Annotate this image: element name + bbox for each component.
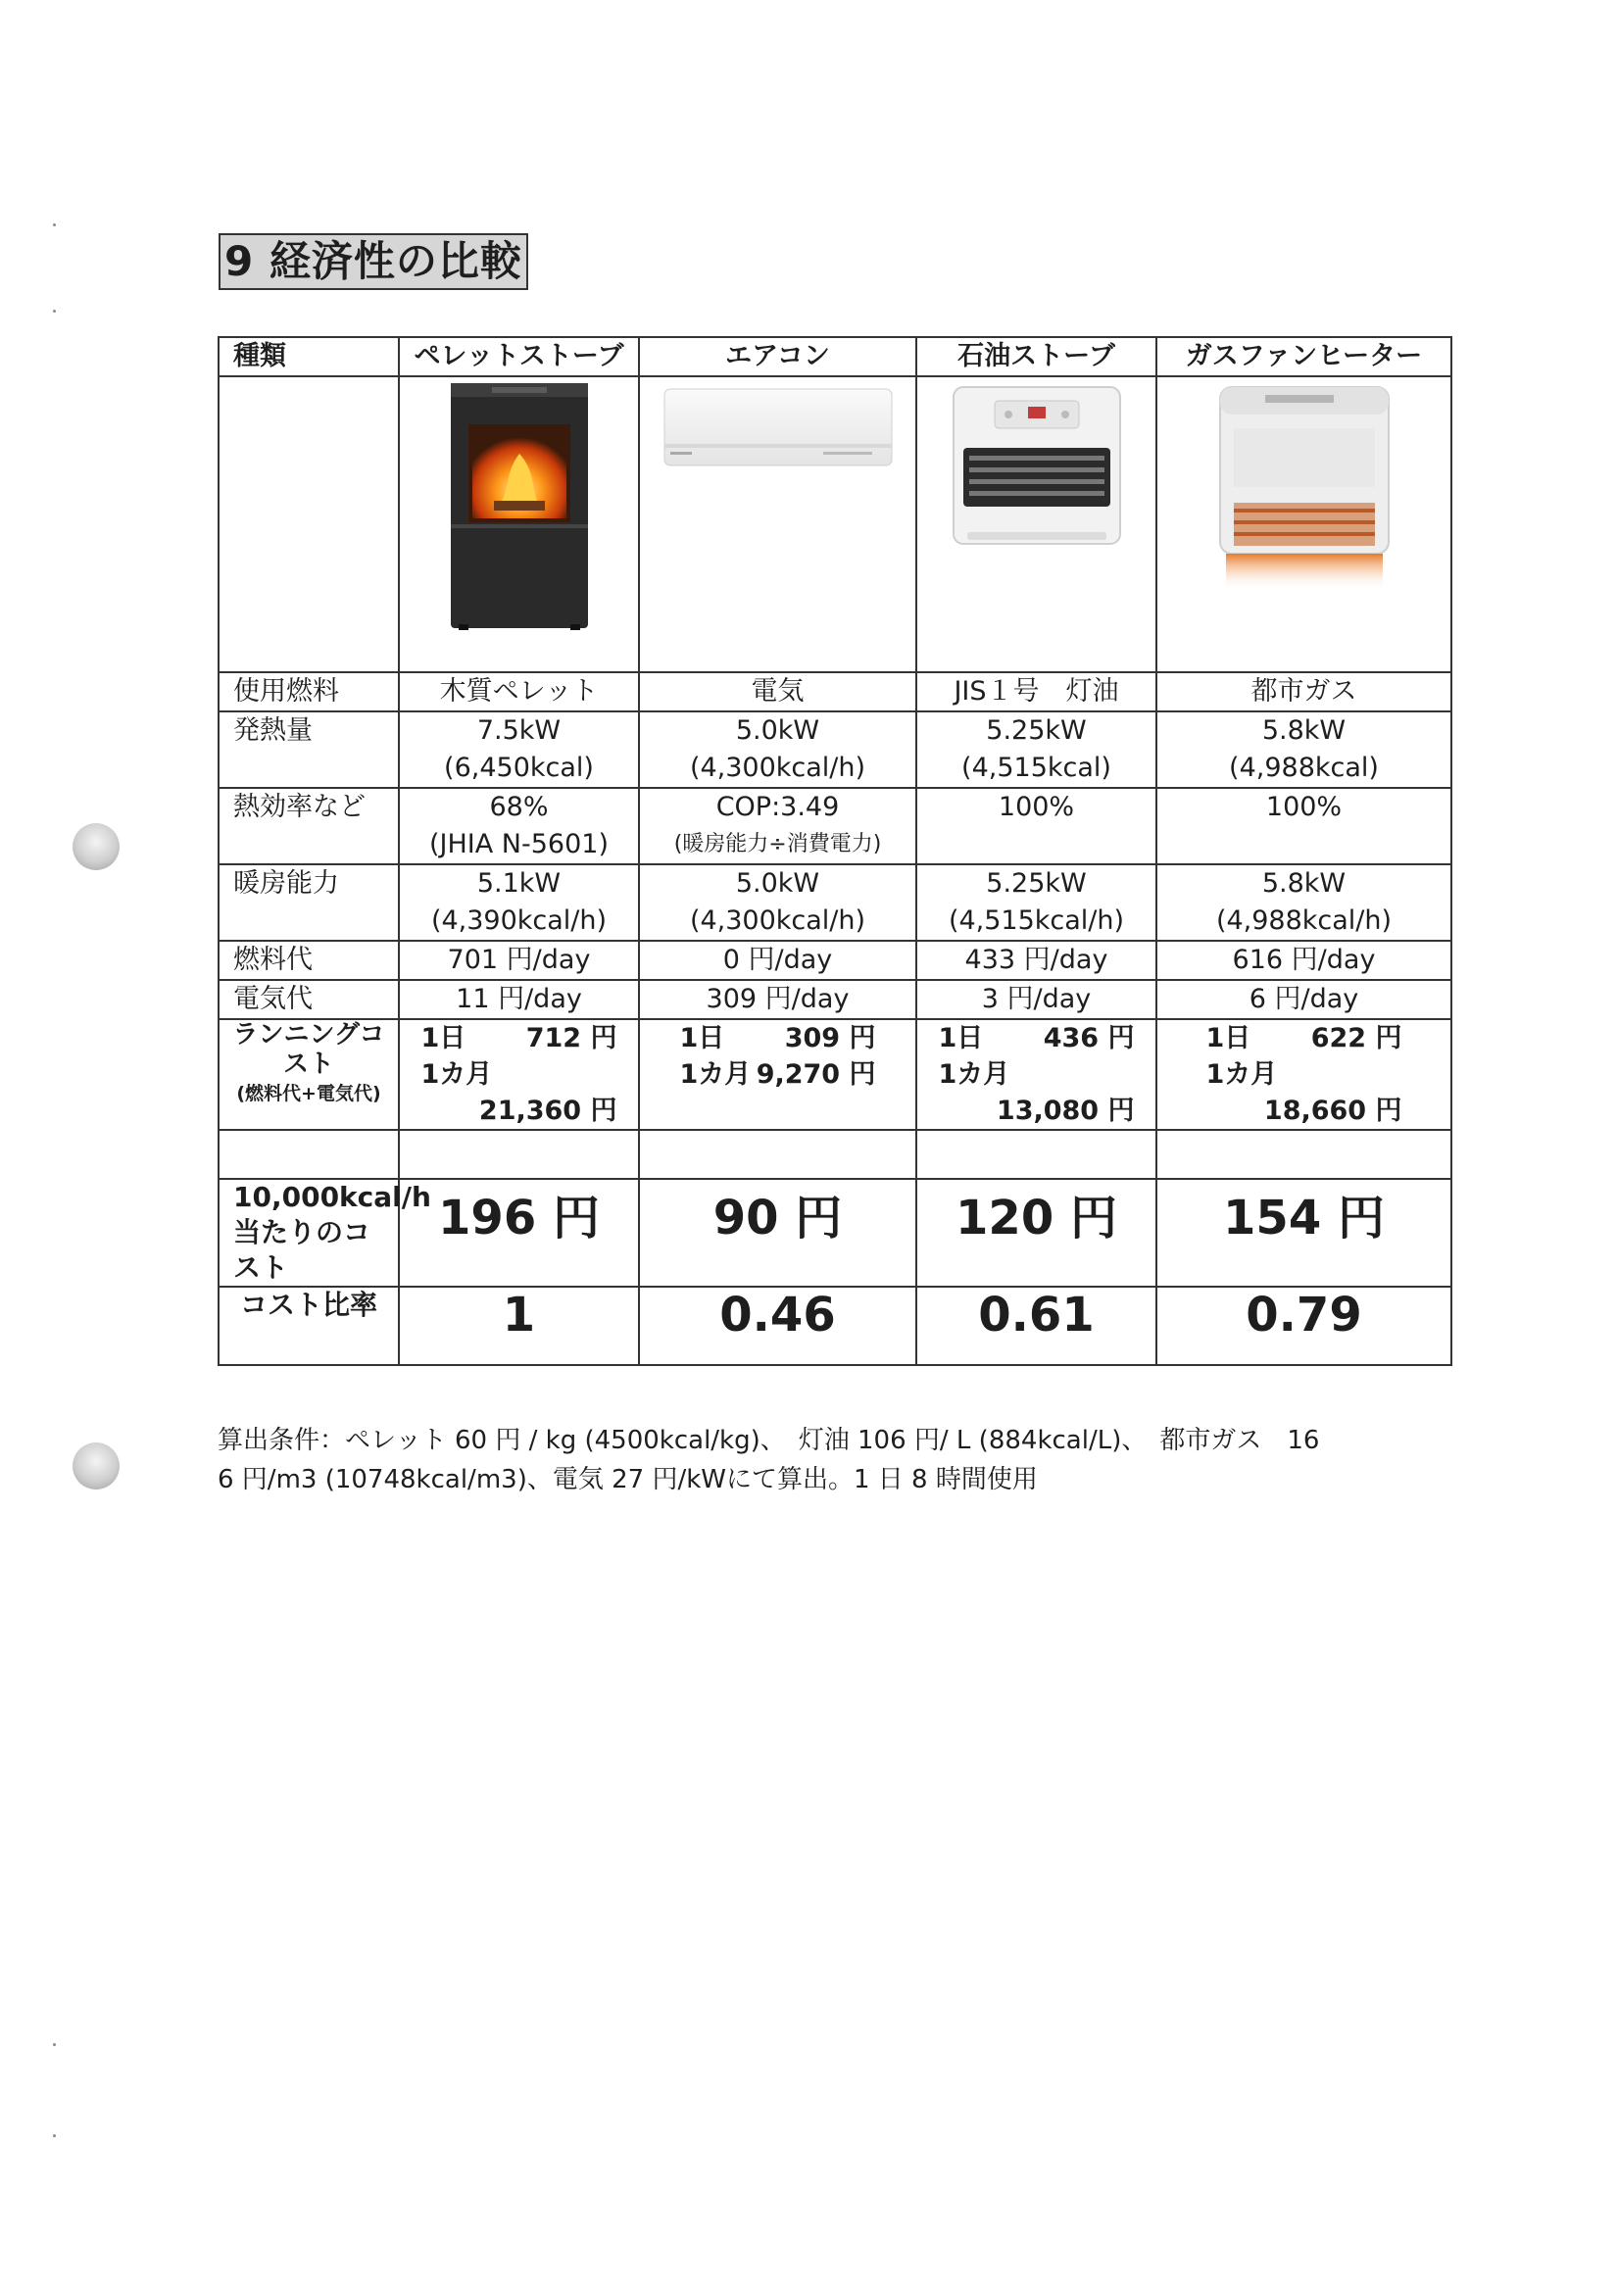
value-main: COP:3.49 bbox=[715, 792, 840, 822]
binder-hole bbox=[73, 1442, 120, 1490]
value-main: 100% bbox=[1265, 792, 1343, 822]
heating-capacity-cell bbox=[1156, 864, 1451, 941]
cost-ratio-row bbox=[219, 1287, 1451, 1365]
margin-dot bbox=[53, 223, 56, 226]
header-cell: 種類 bbox=[219, 337, 399, 376]
value-sub: (4,390kcal/h) bbox=[430, 905, 608, 936]
value-main: 5.0kW bbox=[735, 715, 820, 746]
month-label: 1カ月 bbox=[1205, 1059, 1278, 1090]
running-cost-sublabel: (燃料代+電気代) bbox=[236, 1083, 381, 1104]
comparison-table bbox=[218, 336, 1452, 1366]
cost-per-10000kcal-cell: 120 円 bbox=[916, 1179, 1156, 1287]
cost-ratio-cell: 0.46 bbox=[639, 1287, 916, 1365]
heating-capacity-row bbox=[219, 864, 1451, 941]
product-image-cell bbox=[399, 376, 639, 672]
row-label bbox=[219, 1179, 431, 1287]
month-label: 1カ月 bbox=[679, 1059, 752, 1090]
day-value: 436 円 bbox=[1043, 1023, 1135, 1053]
value-main: 5.8kW bbox=[1261, 868, 1347, 899]
value-main: 7.5kW bbox=[476, 715, 562, 746]
header-cell: ガスファンヒーター bbox=[1156, 337, 1451, 376]
value-sub: (暖房能力÷消費電力) bbox=[673, 832, 882, 856]
day-label: 1日 bbox=[1205, 1023, 1251, 1053]
header-cell: エアコン bbox=[639, 337, 916, 376]
heat-output-cell bbox=[1156, 711, 1451, 788]
fuel-cost-cell: 0 円/day bbox=[639, 941, 916, 980]
month-label: 1カ月 bbox=[420, 1059, 493, 1090]
day-value: 712 円 bbox=[525, 1023, 617, 1053]
day-label: 1日 bbox=[938, 1023, 984, 1053]
fuel-cell: 都市ガス bbox=[1156, 672, 1451, 711]
row-label: 使用燃料 bbox=[219, 672, 399, 711]
footnote-line: 算出条件：ペレット 60 円 / kg (4500kcal/kg)、 灯油 106 円/ L (884kcal/L)、 都市ガス 16 bbox=[218, 1426, 1320, 1455]
running-cost-label: ランニングコスト bbox=[232, 1020, 385, 1079]
empty-cell bbox=[399, 1130, 639, 1179]
cost-ratio-cell: 1 bbox=[399, 1287, 639, 1365]
show-through-text bbox=[882, 230, 1254, 284]
fuel-cost-row bbox=[219, 941, 1451, 980]
day-value: 622 円 bbox=[1310, 1023, 1402, 1053]
fuel-cost-cell: 616 円/day bbox=[1156, 941, 1451, 980]
label-line1: 10,000kcal/h bbox=[233, 1181, 431, 1213]
month-label: 1カ月 bbox=[938, 1059, 1010, 1090]
header-cell: 石油ストーブ bbox=[916, 337, 1156, 376]
row-label: 熱効率など bbox=[219, 788, 399, 864]
day-value: 309 円 bbox=[784, 1023, 876, 1053]
margin-dot bbox=[53, 2043, 56, 2046]
value-sub: (4,988kcal) bbox=[1229, 753, 1379, 783]
cost-per-10000kcal-cell: 90 円 bbox=[639, 1179, 916, 1287]
product-image-row bbox=[219, 376, 1451, 672]
month-value: 18,660 円 bbox=[1263, 1096, 1402, 1126]
table-header-row bbox=[219, 337, 1451, 376]
cost-per-10000kcal-cell: 154 円 bbox=[1156, 1179, 1451, 1287]
running-cost-cell bbox=[399, 1019, 639, 1130]
value-sub: (4,515kcal/h) bbox=[948, 905, 1125, 936]
running-cost-cell bbox=[1156, 1019, 1451, 1130]
margin-dot bbox=[53, 2134, 56, 2137]
running-cost-row bbox=[219, 1019, 1451, 1130]
electricity-cost-row bbox=[219, 980, 1451, 1019]
binder-hole bbox=[73, 823, 120, 870]
value-main: 68% bbox=[489, 792, 549, 822]
row-label: コスト比率 bbox=[219, 1287, 399, 1365]
cost-ratio-cell: 0.79 bbox=[1156, 1287, 1451, 1365]
value-main: 5.25kW bbox=[986, 715, 1087, 746]
electricity-cost-cell: 11 円/day bbox=[399, 980, 639, 1019]
efficiency-cell bbox=[916, 788, 1156, 864]
month-value: 9,270 円 bbox=[756, 1059, 876, 1090]
heating-capacity-cell bbox=[639, 864, 916, 941]
heat-output-row bbox=[219, 711, 1451, 788]
electricity-cost-cell: 6 円/day bbox=[1156, 980, 1451, 1019]
fuel-cost-cell: 701 円/day bbox=[399, 941, 639, 980]
efficiency-row bbox=[219, 788, 1451, 864]
electricity-cost-cell: 3 円/day bbox=[916, 980, 1156, 1019]
efficiency-cell bbox=[639, 788, 916, 864]
page-title: 9 経済性の比較 bbox=[219, 233, 528, 290]
empty-cell bbox=[639, 1130, 916, 1179]
cost-ratio-cell: 0.61 bbox=[916, 1287, 1156, 1365]
fuel-cell: 木質ペレット bbox=[399, 672, 639, 711]
month-value: 13,080 円 bbox=[996, 1096, 1135, 1126]
fuel-cell: 電気 bbox=[639, 672, 916, 711]
efficiency-cell bbox=[1156, 788, 1451, 864]
kerosene-heater-photo bbox=[944, 377, 1130, 554]
row-label: 燃料代 bbox=[219, 941, 399, 980]
empty-cell bbox=[219, 1130, 399, 1179]
label-line2: 当たりのコスト bbox=[233, 1216, 371, 1284]
fuel-cell: JIS１号 灯油 bbox=[916, 672, 1156, 711]
value-main: 5.0kW bbox=[735, 868, 820, 899]
footnote-line: 6 円/m3 (10748kcal/m3)、電気 27 円/kWにて算出。1 日 8 時間使用 bbox=[218, 1465, 1038, 1494]
value-sub: (4,300kcal/h) bbox=[689, 905, 866, 936]
heat-output-cell bbox=[639, 711, 916, 788]
fuel-cost-cell: 433 円/day bbox=[916, 941, 1156, 980]
running-cost-cell bbox=[639, 1019, 916, 1130]
heating-capacity-cell bbox=[916, 864, 1156, 941]
empty-cell bbox=[219, 376, 399, 672]
calculation-footnote bbox=[218, 1421, 1413, 1499]
row-label bbox=[219, 1019, 399, 1130]
empty-cell bbox=[916, 1130, 1156, 1179]
row-label: 暖房能力 bbox=[219, 864, 399, 941]
pellet-stove-photo bbox=[441, 377, 598, 632]
day-label: 1日 bbox=[679, 1023, 725, 1053]
row-label: 電気代 bbox=[219, 980, 399, 1019]
value-main: 5.1kW bbox=[476, 868, 562, 899]
value-sub: (4,300kcal/h) bbox=[689, 753, 866, 783]
heat-output-cell bbox=[916, 711, 1156, 788]
efficiency-cell bbox=[399, 788, 639, 864]
spacer-row bbox=[219, 1130, 1451, 1179]
heating-capacity-cell bbox=[399, 864, 639, 941]
product-image-cell bbox=[639, 376, 916, 672]
fuel-row bbox=[219, 672, 1451, 711]
heat-output-cell bbox=[399, 711, 639, 788]
running-cost-cell bbox=[916, 1019, 1156, 1130]
value-main: 5.8kW bbox=[1261, 715, 1347, 746]
cost-per-10000kcal-cell: 196 円 bbox=[399, 1179, 639, 1287]
value-sub: (JHIA N-5601) bbox=[428, 829, 609, 859]
value-sub: (4,515kcal) bbox=[961, 753, 1111, 783]
air-conditioner-photo bbox=[661, 377, 896, 475]
gas-fan-heater-photo bbox=[1206, 377, 1402, 593]
value-sub: (6,450kcal) bbox=[444, 753, 594, 783]
value-main: 100% bbox=[998, 792, 1075, 822]
margin-dot bbox=[53, 310, 56, 313]
electricity-cost-cell: 309 円/day bbox=[639, 980, 916, 1019]
product-image-cell bbox=[916, 376, 1156, 672]
value-main: 5.25kW bbox=[986, 868, 1087, 899]
empty-cell bbox=[1156, 1130, 1451, 1179]
header-cell: ペレットストーブ bbox=[399, 337, 639, 376]
product-image-cell bbox=[1156, 376, 1451, 672]
value-sub: (4,988kcal/h) bbox=[1215, 905, 1393, 936]
cost-per-10000kcal-row bbox=[219, 1179, 1451, 1287]
month-value: 21,360 円 bbox=[478, 1096, 617, 1126]
day-label: 1日 bbox=[420, 1023, 466, 1053]
row-label: 発熱量 bbox=[219, 711, 399, 788]
